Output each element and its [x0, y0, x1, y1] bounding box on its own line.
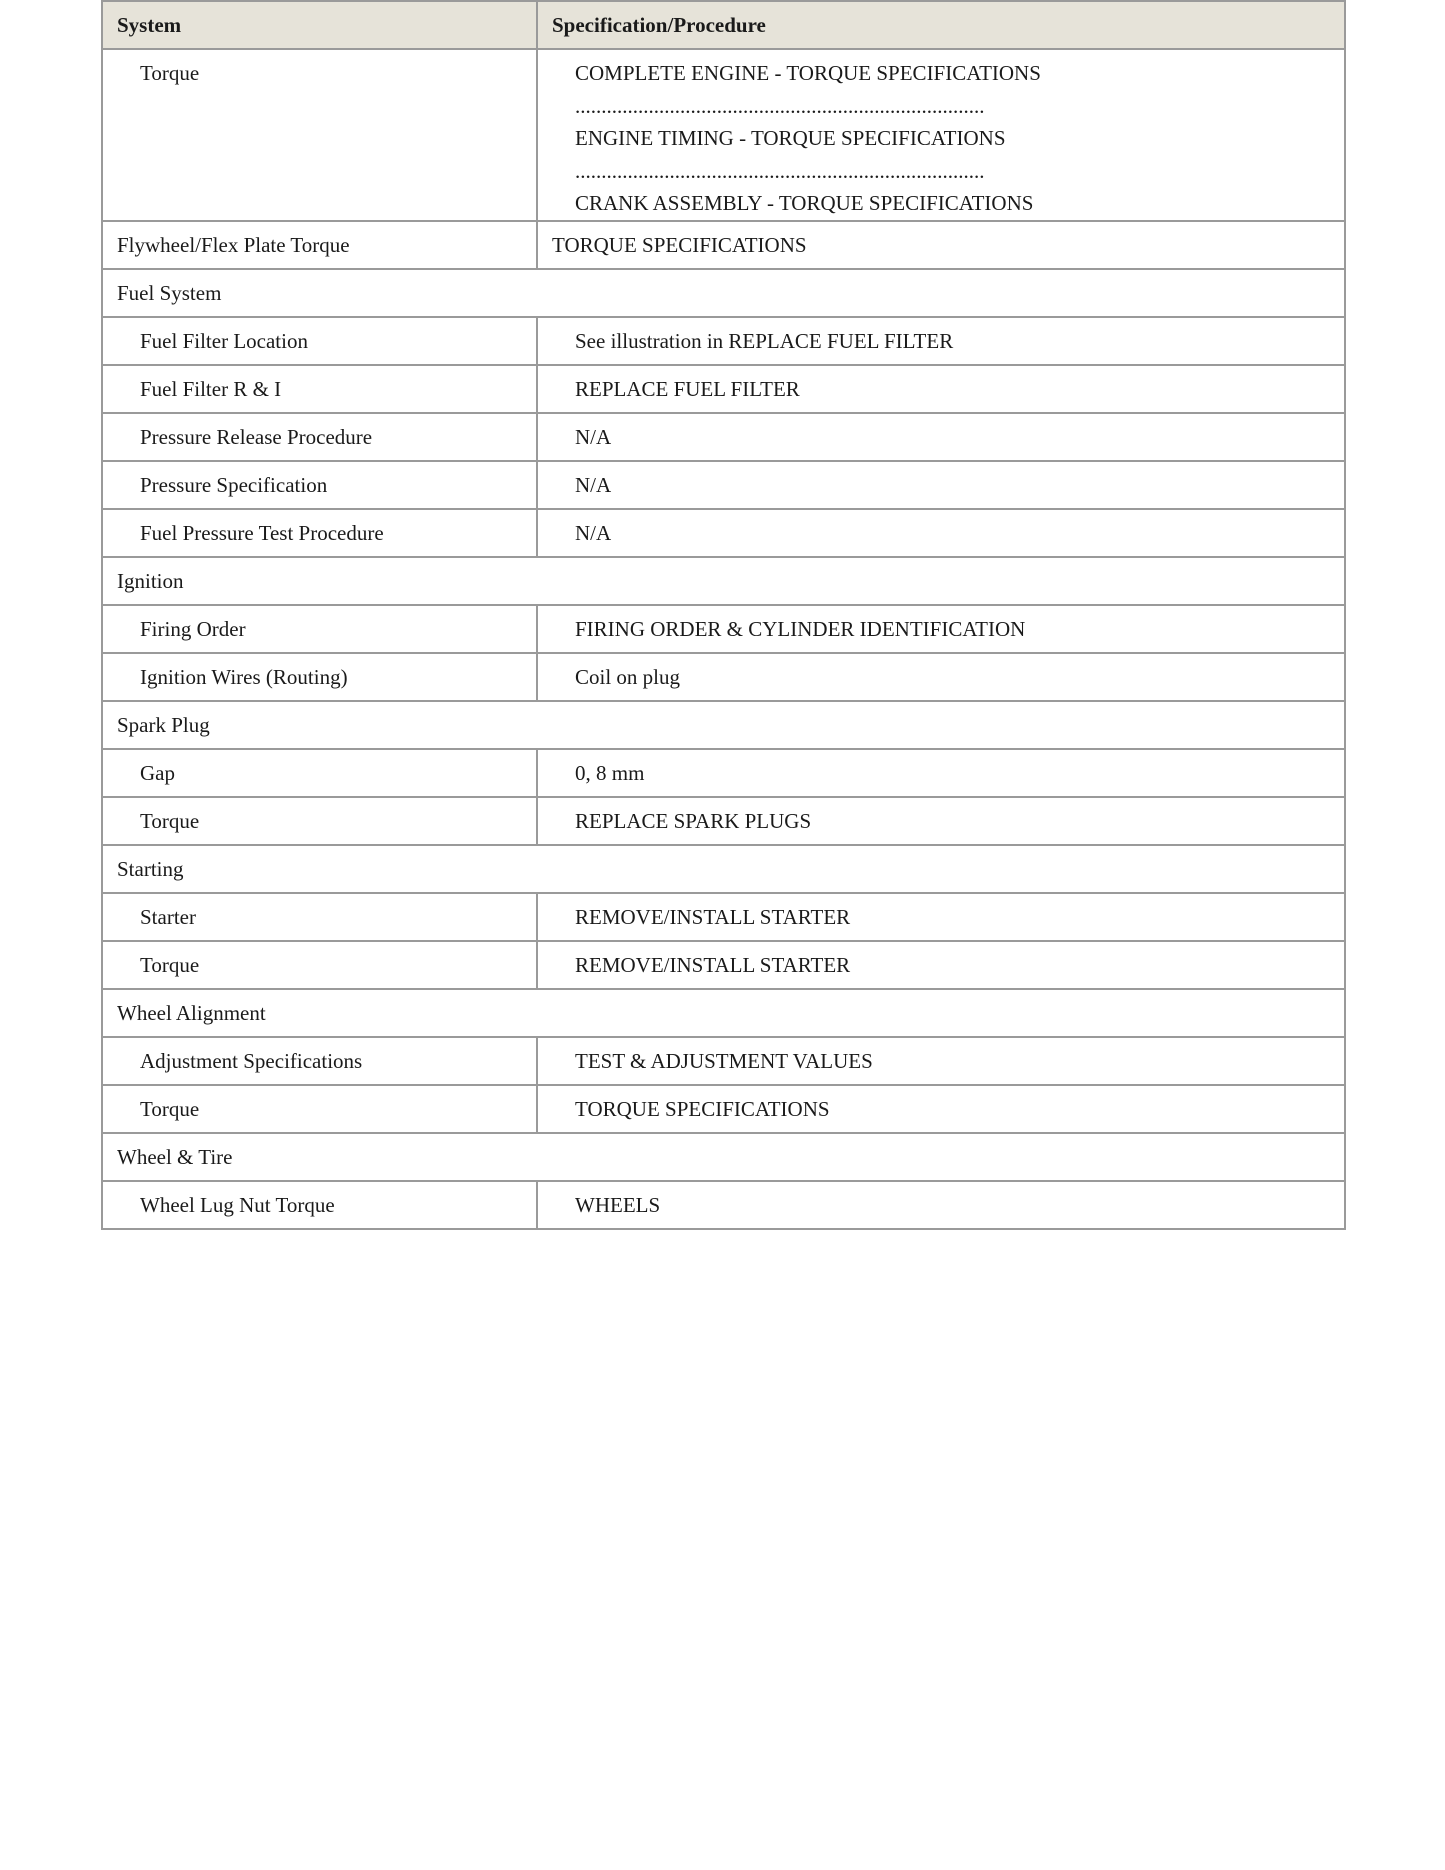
section-row	[102, 701, 1345, 749]
system-cell: Starter	[102, 893, 537, 941]
specification-cell: N/A	[537, 461, 1345, 509]
specification-line: CRANK ASSEMBLY - TORQUE SPECIFICATIONS	[575, 191, 1034, 215]
section-heading: Wheel Alignment	[102, 989, 1345, 1037]
section-row	[102, 989, 1345, 1037]
specification-cell: Coil on plug	[537, 653, 1345, 701]
specification-cell: TORQUE SPECIFICATIONS	[537, 1085, 1345, 1133]
table-row	[102, 221, 1345, 269]
specification-cell: FIRING ORDER & CYLINDER IDENTIFICATION	[537, 605, 1345, 653]
system-cell: Fuel Filter Location	[102, 317, 537, 365]
section-heading: Wheel & Tire	[102, 1133, 1345, 1181]
specification-cell: N/A	[537, 413, 1345, 461]
table-row	[102, 941, 1345, 989]
specification-line: ENGINE TIMING - TORQUE SPECIFICATIONS	[575, 126, 1006, 150]
system-cell: Firing Order	[102, 605, 537, 653]
system-cell: Fuel Pressure Test Procedure	[102, 509, 537, 557]
specification-cell: 0, 8 mm	[537, 749, 1345, 797]
table-row	[102, 509, 1345, 557]
specification-cell: WHEELS	[537, 1181, 1345, 1229]
system-cell: Ignition Wires (Routing)	[102, 653, 537, 701]
specification-cell: TEST & ADJUSTMENT VALUES	[537, 1037, 1345, 1085]
system-cell: Pressure Release Procedure	[102, 413, 537, 461]
section-heading: Starting	[102, 845, 1345, 893]
specification-line: COMPLETE ENGINE - TORQUE SPECIFICATIONS	[575, 61, 1041, 85]
specification-table	[101, 0, 1346, 1230]
specification-line: ..............................................................................	[575, 158, 985, 183]
section-heading: Ignition	[102, 557, 1345, 605]
specification-cell: REPLACE FUEL FILTER	[537, 365, 1345, 413]
section-row	[102, 269, 1345, 317]
system-cell: Adjustment Specifications	[102, 1037, 537, 1085]
specification-cell: N/A	[537, 509, 1345, 557]
table-row	[102, 605, 1345, 653]
column-header-specification: Specification/Procedure	[537, 1, 1345, 49]
section-heading: Fuel System	[102, 269, 1345, 317]
section-row	[102, 557, 1345, 605]
specification-cell: See illustration in REPLACE FUEL FILTER	[537, 317, 1345, 365]
table-row	[102, 317, 1345, 365]
column-header-system: System	[102, 1, 537, 49]
specification-cell: REPLACE SPARK PLUGS	[537, 797, 1345, 845]
table-row	[102, 365, 1345, 413]
specification-cell: REMOVE/INSTALL STARTER	[537, 941, 1345, 989]
table-row	[102, 797, 1345, 845]
system-cell: Gap	[102, 749, 537, 797]
specification-lines	[575, 57, 1330, 220]
system-cell: Torque	[102, 941, 537, 989]
table-row	[102, 1181, 1345, 1229]
system-cell: Torque	[102, 797, 537, 845]
system-cell: Pressure Specification	[102, 461, 537, 509]
table-row	[102, 893, 1345, 941]
table-row	[102, 461, 1345, 509]
specification-cell: TORQUE SPECIFICATIONS	[537, 221, 1345, 269]
system-cell: Torque	[102, 1085, 537, 1133]
table-row	[102, 49, 1345, 221]
system-cell: Flywheel/Flex Plate Torque	[102, 221, 537, 269]
system-cell: Torque	[102, 49, 537, 221]
table-row	[102, 653, 1345, 701]
system-cell: Wheel Lug Nut Torque	[102, 1181, 537, 1229]
section-row	[102, 845, 1345, 893]
specification-cell: REMOVE/INSTALL STARTER	[537, 893, 1345, 941]
specification-line: ..............................................................................	[575, 93, 985, 118]
table-row	[102, 1085, 1345, 1133]
section-row	[102, 1133, 1345, 1181]
table-row	[102, 749, 1345, 797]
system-cell: Fuel Filter R & I	[102, 365, 537, 413]
table-header-row	[102, 1, 1345, 49]
table-row	[102, 1037, 1345, 1085]
table-row	[102, 413, 1345, 461]
specification-cell	[537, 49, 1345, 221]
table-body	[102, 49, 1345, 1229]
section-heading: Spark Plug	[102, 701, 1345, 749]
